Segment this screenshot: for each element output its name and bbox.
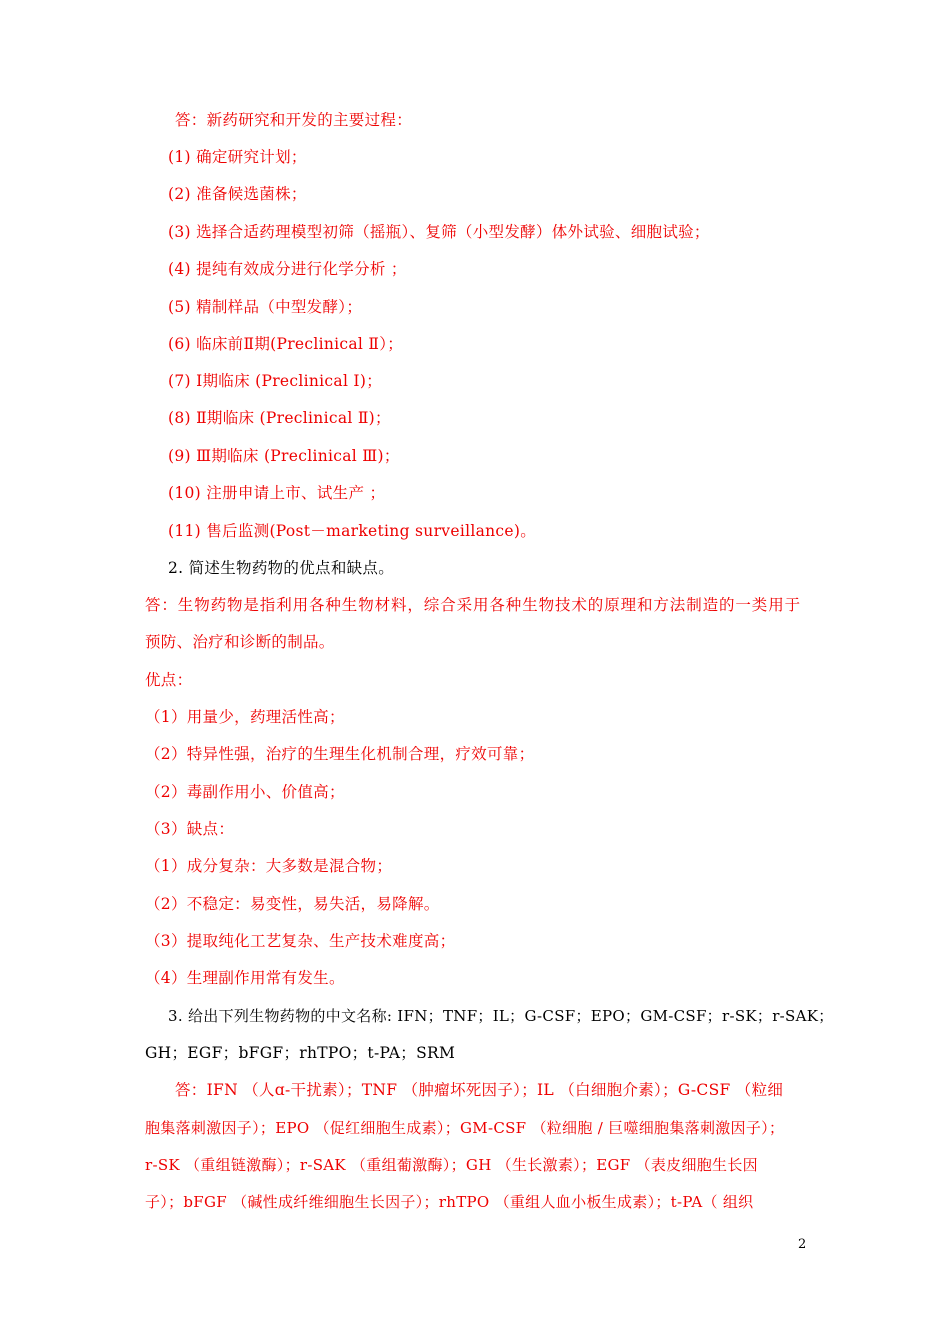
list-item: （3）缺点： xyxy=(145,820,235,838)
list-item: (3) 选择合适药理模型初筛（摇瓶）、复筛（小型发酵）体外试验、细胞试验； xyxy=(168,223,710,241)
answer-paragraph: 胞集落刺激因子）；EPO （促红细胞生成素）；GM-CSF （粒细胞 / 巨噬细胞集落刺激因子）； xyxy=(145,1119,785,1137)
answer-paragraph: 答：IFN （人ɑ-干扰素）；TNF （肿瘤坏死因子）；IL （白细胞介素）；G-CSF （粒细 xyxy=(175,1081,784,1099)
list-item: (9) Ⅲ期临床 (Preclinical Ⅲ)； xyxy=(168,447,400,465)
list-item: （2）不稳定：易变性，易失活，易降解。 xyxy=(145,895,440,913)
question-heading: 2. 简述生物药物的优点和缺点。 xyxy=(168,559,395,577)
list-item: (1) 确定研究计划； xyxy=(168,148,307,166)
list-item: (8) Ⅱ期临床 (Preclinical Ⅱ)； xyxy=(168,409,391,427)
answer-paragraph: 答：生物药物是指利用各种生物材料，综合采用各种生物技术的原理和方法制造的一类用于 xyxy=(145,596,802,614)
list-item: (5) 精制样品（中型发酵）； xyxy=(168,298,363,316)
question-heading: 3. 给出下列生物药物的中文名称: IFN；TNF；IL；G-CSF；EPO；GM-CSF；r-SK；r-SAK； xyxy=(168,1007,834,1025)
page-number: 2 xyxy=(798,1237,807,1252)
section-label: 优点： xyxy=(145,671,193,689)
list-item: (11) 售后监测(Post－marketing surveillance)。 xyxy=(168,522,537,540)
list-item: (2) 准备候选菌株； xyxy=(168,185,307,203)
list-item: （4）生理副作用常有发生。 xyxy=(145,969,345,987)
list-item: (7) Ⅰ期临床 (Preclinical I)； xyxy=(168,372,383,390)
answer-heading: 答：新药研究和开发的主要过程： xyxy=(175,111,413,129)
answer-paragraph: r-SK （重组链激酶）；r-SAK （重组葡激酶）；GH （生长激素）；EGF （表皮细胞生长因 xyxy=(145,1156,758,1174)
list-item: (6) 临床前Ⅱ期(Preclinical Ⅱ）； xyxy=(168,335,404,353)
list-item: （2）特异性强，治疗的生理生化机制合理，疗效可靠； xyxy=(145,745,535,763)
list-item: （3）提取纯化工艺复杂、生产技术难度高； xyxy=(145,932,456,950)
list-item: （1）用量少，药理活性高； xyxy=(145,708,345,726)
answer-paragraph: 预防、治疗和诊断的制品。 xyxy=(145,633,335,651)
list-item: （2）毒副作用小、价值高； xyxy=(145,783,345,801)
list-item: （1）成分复杂：大多数是混合物； xyxy=(145,857,393,875)
question-heading-continued: GH；EGF；bFGF；rhTPO；t-PA；SRM xyxy=(145,1044,456,1062)
list-item: (4) 提纯有效成分进行化学分析 ； xyxy=(168,260,407,278)
answer-paragraph: 子）；bFGF （碱性成纤维细胞生长因子）；rhTPO （重组人血小板生成素）；t-PA（ 组织 xyxy=(145,1193,754,1211)
list-item: (10) 注册申请上市、试生产 ； xyxy=(168,484,386,502)
